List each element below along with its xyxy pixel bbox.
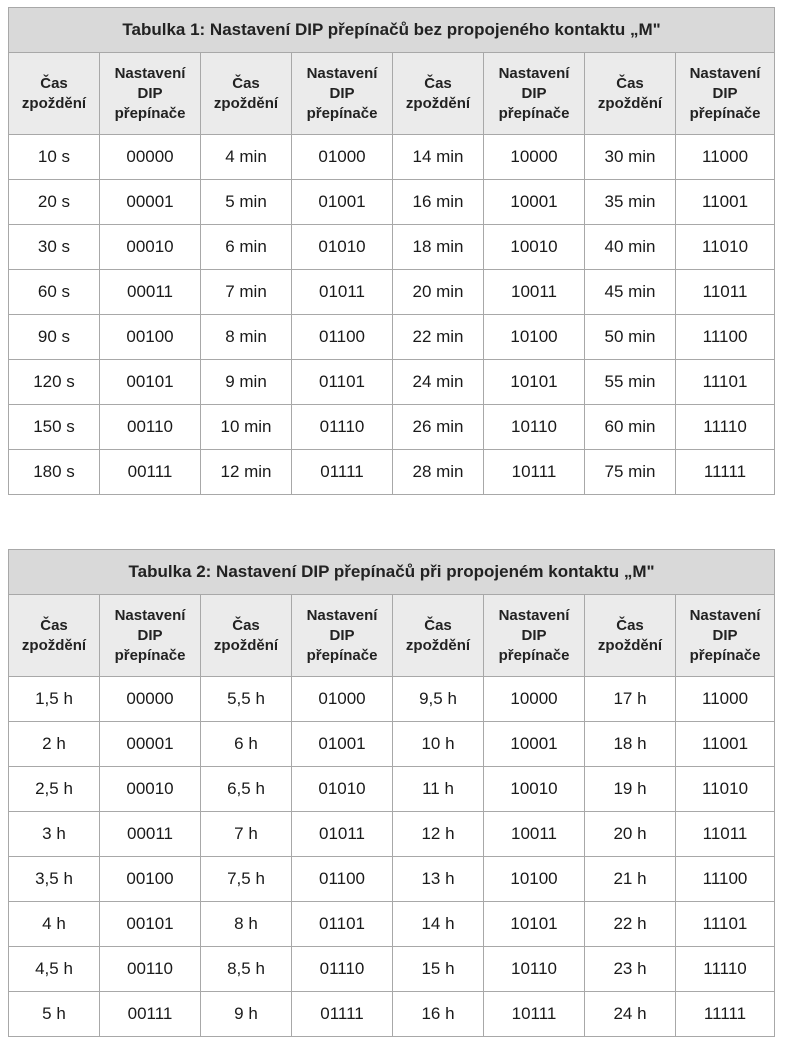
dip-setting-cell: 01111 (292, 992, 393, 1037)
delay-cell: 8 h (201, 902, 292, 947)
header-row (9, 53, 775, 135)
table-body (9, 135, 775, 495)
column-header-delay (393, 53, 484, 135)
table-row (9, 902, 775, 947)
dip-setting-cell: 00000 (100, 135, 201, 180)
table-row (9, 767, 775, 812)
dip-setting-cell: 11001 (676, 180, 775, 225)
delay-cell: 10 h (393, 722, 484, 767)
delay-cell: 7 min (201, 270, 292, 315)
dip-setting-cell: 01101 (292, 360, 393, 405)
delay-cell: 16 min (393, 180, 484, 225)
dip-setting-cell: 11011 (676, 270, 775, 315)
table-row (9, 135, 775, 180)
delay-cell: 6 min (201, 225, 292, 270)
dip-setting-cell: 11101 (676, 360, 775, 405)
header-line: Čas (616, 74, 644, 92)
dip-setting-cell: 01100 (292, 315, 393, 360)
column-header-delay (9, 53, 100, 135)
delay-cell: 17 h (585, 677, 676, 722)
dip-setting-cell: 01110 (292, 405, 393, 450)
table-row (9, 677, 775, 722)
dip-setting-cell: 11111 (676, 992, 775, 1037)
delay-cell: 8,5 h (201, 947, 292, 992)
column-header-delay (201, 53, 292, 135)
delay-cell: 18 h (585, 722, 676, 767)
header-line: Čas (232, 74, 260, 92)
dip-setting-cell: 00001 (100, 722, 201, 767)
header-line: Čas (424, 74, 452, 92)
delay-cell: 4,5 h (9, 947, 100, 992)
dip-setting-cell: 10100 (484, 315, 585, 360)
delay-cell: 9 h (201, 992, 292, 1037)
column-header-dip (676, 595, 775, 677)
column-header-delay (585, 595, 676, 677)
delay-cell: 23 h (585, 947, 676, 992)
delay-cell: 5 h (9, 992, 100, 1037)
table-row (9, 360, 775, 405)
delay-cell: 3 h (9, 812, 100, 857)
header-line: zpoždění (405, 94, 471, 112)
delay-cell: 5 min (201, 180, 292, 225)
header-line: DIP (712, 626, 738, 644)
delay-cell: 10 s (9, 135, 100, 180)
dip-setting-cell: 01101 (292, 902, 393, 947)
header-line: Nastavení (498, 64, 570, 82)
dip-setting-cell: 01011 (292, 812, 393, 857)
column-header-dip (292, 595, 393, 677)
header-line: Čas (40, 616, 68, 634)
dip-setting-cell: 00110 (100, 405, 201, 450)
header-line: zpoždění (21, 636, 87, 654)
delay-cell: 4 min (201, 135, 292, 180)
dip-setting-cell: 01111 (292, 450, 393, 495)
table-body (9, 677, 775, 1037)
dip-setting-cell: 10000 (484, 677, 585, 722)
delay-cell: 2,5 h (9, 767, 100, 812)
header-line: Nastavení (114, 64, 186, 82)
dip-setting-cell: 00011 (100, 812, 201, 857)
delay-cell: 60 s (9, 270, 100, 315)
dip-setting-cell: 11011 (676, 812, 775, 857)
dip-setting-cell: 10111 (484, 992, 585, 1037)
dip-setting-cell: 01000 (292, 677, 393, 722)
header-line: Nastavení (689, 64, 761, 82)
delay-cell: 3,5 h (9, 857, 100, 902)
delay-cell: 50 min (585, 315, 676, 360)
table-row (9, 405, 775, 450)
delay-cell: 6,5 h (201, 767, 292, 812)
column-header-delay (393, 595, 484, 677)
dip-setting-cell: 10010 (484, 225, 585, 270)
dip-setting-cell: 01110 (292, 947, 393, 992)
delay-cell: 14 h (393, 902, 484, 947)
dip-setting-cell: 11000 (676, 135, 775, 180)
dip-setting-cell: 11100 (676, 315, 775, 360)
table-row (9, 857, 775, 902)
dip-setting-cell: 10100 (484, 857, 585, 902)
dip-setting-cell: 11000 (676, 677, 775, 722)
delay-cell: 28 min (393, 450, 484, 495)
table-row (9, 450, 775, 495)
dip-setting-cell: 10011 (484, 812, 585, 857)
column-header-delay (9, 595, 100, 677)
delay-cell: 180 s (9, 450, 100, 495)
delay-cell: 12 h (393, 812, 484, 857)
delay-cell: 14 min (393, 135, 484, 180)
table-row (9, 722, 775, 767)
dip-setting-cell: 01000 (292, 135, 393, 180)
column-header-delay (201, 595, 292, 677)
dip-setting-cell: 00111 (100, 992, 201, 1037)
dip-setting-cell: 11110 (676, 947, 775, 992)
header-line: přepínače (689, 646, 761, 664)
delay-cell: 24 min (393, 360, 484, 405)
delay-cell: 150 s (9, 405, 100, 450)
delay-cell: 24 h (585, 992, 676, 1037)
dip-setting-cell: 00010 (100, 767, 201, 812)
dip-setting-cell: 11100 (676, 857, 775, 902)
delay-cell: 22 h (585, 902, 676, 947)
delay-cell: 16 h (393, 992, 484, 1037)
dip-setting-cell: 01010 (292, 767, 393, 812)
header-line: DIP (329, 84, 355, 102)
delay-cell: 2 h (9, 722, 100, 767)
delay-cell: 20 h (585, 812, 676, 857)
header-line: zpoždění (213, 94, 279, 112)
delay-cell: 7 h (201, 812, 292, 857)
delay-cell: 6 h (201, 722, 292, 767)
column-header-dip (676, 53, 775, 135)
header-line: DIP (521, 84, 547, 102)
dip-setting-cell: 00110 (100, 947, 201, 992)
header-line: zpoždění (405, 636, 471, 654)
delay-cell: 15 h (393, 947, 484, 992)
dip-setting-cell: 11110 (676, 405, 775, 450)
table-row (9, 180, 775, 225)
header-line: přepínače (689, 104, 761, 122)
header-line: DIP (712, 84, 738, 102)
dip-setting-cell: 00111 (100, 450, 201, 495)
header-line: zpoždění (597, 94, 663, 112)
header-row (9, 595, 775, 677)
delay-cell: 35 min (585, 180, 676, 225)
dip-setting-cell: 01011 (292, 270, 393, 315)
column-header-dip (484, 595, 585, 677)
delay-cell: 40 min (585, 225, 676, 270)
delay-cell: 60 min (585, 405, 676, 450)
table-row (9, 270, 775, 315)
header-line: Nastavení (306, 606, 378, 624)
delay-cell: 20 min (393, 270, 484, 315)
header-line: DIP (329, 626, 355, 644)
delay-cell: 19 h (585, 767, 676, 812)
delay-cell: 26 min (393, 405, 484, 450)
header-line: přepínače (114, 104, 186, 122)
header-line: Nastavení (689, 606, 761, 624)
table-row (9, 947, 775, 992)
table-row (9, 225, 775, 270)
delay-cell: 11 h (393, 767, 484, 812)
table-title: Tabulka 1: Nastavení DIP přepínačů bez propojeného kontaktu „M" (9, 8, 775, 53)
column-header-dip (484, 53, 585, 135)
table-row (9, 315, 775, 360)
column-header-dip (100, 595, 201, 677)
dip-table-1 (8, 7, 775, 495)
header-line: Čas (616, 616, 644, 634)
delay-cell: 120 s (9, 360, 100, 405)
delay-cell: 7,5 h (201, 857, 292, 902)
column-header-dip (292, 53, 393, 135)
dip-setting-cell: 00000 (100, 677, 201, 722)
dip-setting-cell: 10101 (484, 360, 585, 405)
dip-setting-cell: 01001 (292, 722, 393, 767)
dip-setting-cell: 10001 (484, 722, 585, 767)
dip-setting-cell: 11001 (676, 722, 775, 767)
dip-setting-cell: 01010 (292, 225, 393, 270)
delay-cell: 1,5 h (9, 677, 100, 722)
header-line: zpoždění (213, 636, 279, 654)
delay-cell: 5,5 h (201, 677, 292, 722)
dip-setting-cell: 00001 (100, 180, 201, 225)
header-line: přepínače (498, 104, 570, 122)
header-line: Nastavení (498, 606, 570, 624)
header-line: přepínače (114, 646, 186, 664)
delay-cell: 12 min (201, 450, 292, 495)
dip-setting-cell: 10110 (484, 947, 585, 992)
header-line: Čas (424, 616, 452, 634)
delay-cell: 13 h (393, 857, 484, 902)
delay-cell: 10 min (201, 405, 292, 450)
column-header-delay (585, 53, 676, 135)
delay-cell: 75 min (585, 450, 676, 495)
header-line: DIP (137, 626, 163, 644)
delay-cell: 4 h (9, 902, 100, 947)
delay-cell: 21 h (585, 857, 676, 902)
dip-setting-cell: 11010 (676, 767, 775, 812)
delay-cell: 22 min (393, 315, 484, 360)
header-line: přepínače (498, 646, 570, 664)
dip-setting-cell: 01100 (292, 857, 393, 902)
dip-setting-cell: 11101 (676, 902, 775, 947)
dip-setting-cell: 11010 (676, 225, 775, 270)
header-line: Nastavení (306, 64, 378, 82)
dip-setting-cell: 00010 (100, 225, 201, 270)
dip-setting-cell: 10111 (484, 450, 585, 495)
dip-setting-cell: 00100 (100, 315, 201, 360)
delay-cell: 18 min (393, 225, 484, 270)
table-title: Tabulka 2: Nastavení DIP přepínačů při propojeném kontaktu „M" (9, 550, 775, 595)
header-line: zpoždění (597, 636, 663, 654)
dip-setting-cell: 00100 (100, 857, 201, 902)
dip-setting-cell: 10001 (484, 180, 585, 225)
header-line: Nastavení (114, 606, 186, 624)
delay-cell: 8 min (201, 315, 292, 360)
table-row (9, 992, 775, 1037)
header-line: DIP (521, 626, 547, 644)
dip-setting-cell: 10010 (484, 767, 585, 812)
delay-cell: 90 s (9, 315, 100, 360)
table-row (9, 812, 775, 857)
dip-setting-cell: 10101 (484, 902, 585, 947)
delay-cell: 45 min (585, 270, 676, 315)
delay-cell: 20 s (9, 180, 100, 225)
column-header-dip (100, 53, 201, 135)
dip-setting-cell: 01001 (292, 180, 393, 225)
dip-setting-cell: 10011 (484, 270, 585, 315)
dip-setting-cell: 00101 (100, 360, 201, 405)
delay-cell: 55 min (585, 360, 676, 405)
delay-cell: 30 min (585, 135, 676, 180)
dip-setting-cell: 00011 (100, 270, 201, 315)
dip-setting-cell: 11111 (676, 450, 775, 495)
header-line: přepínače (306, 646, 378, 664)
dip-setting-cell: 00101 (100, 902, 201, 947)
header-line: Čas (40, 74, 68, 92)
delay-cell: 30 s (9, 225, 100, 270)
delay-cell: 9,5 h (393, 677, 484, 722)
dip-table-2 (8, 549, 775, 1037)
header-line: zpoždění (21, 94, 87, 112)
dip-setting-cell: 10110 (484, 405, 585, 450)
dip-setting-cell: 10000 (484, 135, 585, 180)
header-line: Čas (232, 616, 260, 634)
header-line: přepínače (306, 104, 378, 122)
header-line: DIP (137, 84, 163, 102)
delay-cell: 9 min (201, 360, 292, 405)
